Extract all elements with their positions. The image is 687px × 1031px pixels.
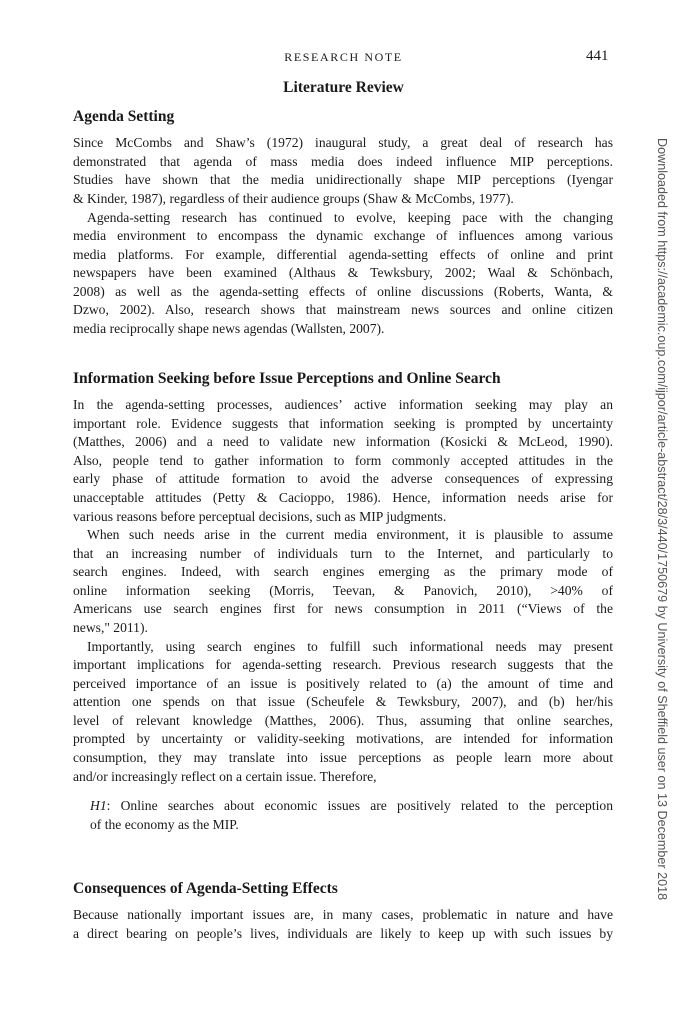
download-stamp-text: Downloaded from https://academic.oup.com/ijpor/article-abstract/28/3/440/1750679 by University of Sheffield user on 13 December 2018 bbox=[655, 138, 669, 901]
paragraph bbox=[73, 906, 613, 943]
text-line: of the economy as the MIP. bbox=[90, 816, 239, 832]
text-line: 2008) as well as the agenda-setting effects of online discussions (Roberts, Wanta, & bbox=[73, 283, 613, 299]
text-line: newspapers have been examined (Althaus & Tewksbury, 2002; Waal & Schönbach, bbox=[73, 265, 613, 281]
text-line: Agenda-setting research has continued to evolve, keeping pace with the changing bbox=[87, 209, 613, 225]
heading-information-seeking: Information Seeking before Issue Perceptions and Online Search bbox=[73, 370, 501, 387]
text-line: Also, people tend to gather information to form commonly accepted attitudes in the bbox=[73, 452, 613, 468]
text-line: Studies have shown that the media unidirectionally shape MIP perceptions (Iyengar bbox=[73, 172, 613, 188]
text-line: Dzwo, 2002). Also, research shows that mainstream news sources and online citizen bbox=[73, 302, 613, 318]
text-line: level of relevant knowledge (Matthes, 2006). Thus, assuming that online searches, bbox=[73, 712, 613, 728]
text-line: search engines. Indeed, with search engines emerging as the primary mode of bbox=[73, 564, 613, 580]
text-line: prompted by uncertainty or validity-seeking motivations, are intended for information bbox=[73, 731, 613, 747]
text-line: early phase of attitude formation to avoid the adverse consequences of expressing bbox=[73, 471, 613, 487]
text-line: Americans use search engines first for news consumption in 2011 (“Views of the bbox=[73, 601, 613, 617]
text-line: important implications for agenda-setting research. Previous research suggests that the bbox=[73, 657, 613, 673]
heading-agenda-setting: Agenda Setting bbox=[73, 108, 175, 125]
hypothesis-h1 bbox=[90, 797, 613, 834]
paragraph bbox=[73, 638, 613, 787]
text-line: and/or increasingly reflect on a certain issue. Therefore, bbox=[73, 768, 377, 784]
text-line: online information seeking (Morris, Teevan, & Panovich, 2010), >40% of bbox=[73, 582, 613, 598]
paragraph bbox=[73, 134, 613, 208]
text-line: & Kinder, 1987), regardless of their audience groups (Shaw & McCombs, 1977). bbox=[73, 190, 514, 206]
text-line: that an increasing number of individuals turn to the Internet, and particularly to bbox=[73, 545, 613, 561]
page-number: 441 bbox=[586, 48, 609, 64]
download-stamp bbox=[653, 138, 669, 901]
text-line: media reciprocally shape news agendas (Wallsten, 2007). bbox=[73, 321, 385, 337]
running-title: RESEARCH NOTE bbox=[284, 50, 403, 64]
paragraph bbox=[73, 396, 613, 526]
text-line: demonstrated that agenda of mass media does indeed influence MIP perceptions. bbox=[73, 153, 613, 169]
text-line bbox=[90, 797, 613, 816]
text-line: In the agenda-setting processes, audiences’ active information seeking may play an bbox=[73, 397, 613, 412]
paragraph bbox=[73, 209, 613, 339]
text-line: perceived importance of an issue is positively related to (a) the amount of time and bbox=[73, 675, 613, 691]
text-line: attention one spends on that issue (Scheufele & Tewksbury, 2007), and (b) her/his bbox=[73, 694, 613, 710]
text-line: news," 2011). bbox=[73, 619, 148, 635]
hypothesis-text: : Online searches about economic issues are positively related to the perception bbox=[106, 798, 613, 813]
text-line: various reasons before perceptual decisions, such as MIP judgments. bbox=[73, 508, 447, 524]
text-line: When such needs arise in the current media environment, it is plausible to assume bbox=[87, 527, 613, 542]
hypothesis-label: H1 bbox=[90, 798, 107, 813]
text-line: media environment to encompass the dynamic exchange of influences among various bbox=[73, 228, 613, 244]
text-line: Since McCombs and Shaw’s (1972) inaugural study, a great deal of research has bbox=[73, 135, 613, 150]
text-line: (Matthes, 2006) and a need to validate new information (Kosicki & McLeod, 1990). bbox=[73, 434, 613, 450]
text-line: Importantly, using search engines to fulfill such informational needs may present bbox=[87, 638, 613, 654]
section-title: Literature Review bbox=[283, 79, 404, 96]
text-line: Because nationally important issues are, in many cases, problematic in nature and have bbox=[73, 907, 613, 922]
text-line: consumption, they may translate into issue perceptions as people learn more about bbox=[73, 750, 613, 766]
heading-consequences: Consequences of Agenda-Setting Effects bbox=[73, 880, 338, 897]
text-line: important role. Evidence suggests that information seeking is prompted by uncertainty bbox=[73, 415, 613, 431]
text-line: a direct bearing on people’s lives, individuals are likely to keep up with such issues by bbox=[73, 925, 613, 941]
paragraph bbox=[73, 526, 613, 638]
running-head bbox=[0, 50, 687, 70]
text-line: unacceptable attitudes (Petty & Cacioppo, 1986). Hence, information needs arise for bbox=[73, 489, 613, 505]
text-line: media platforms. For example, differential agenda-setting effects of online and print bbox=[73, 246, 613, 262]
